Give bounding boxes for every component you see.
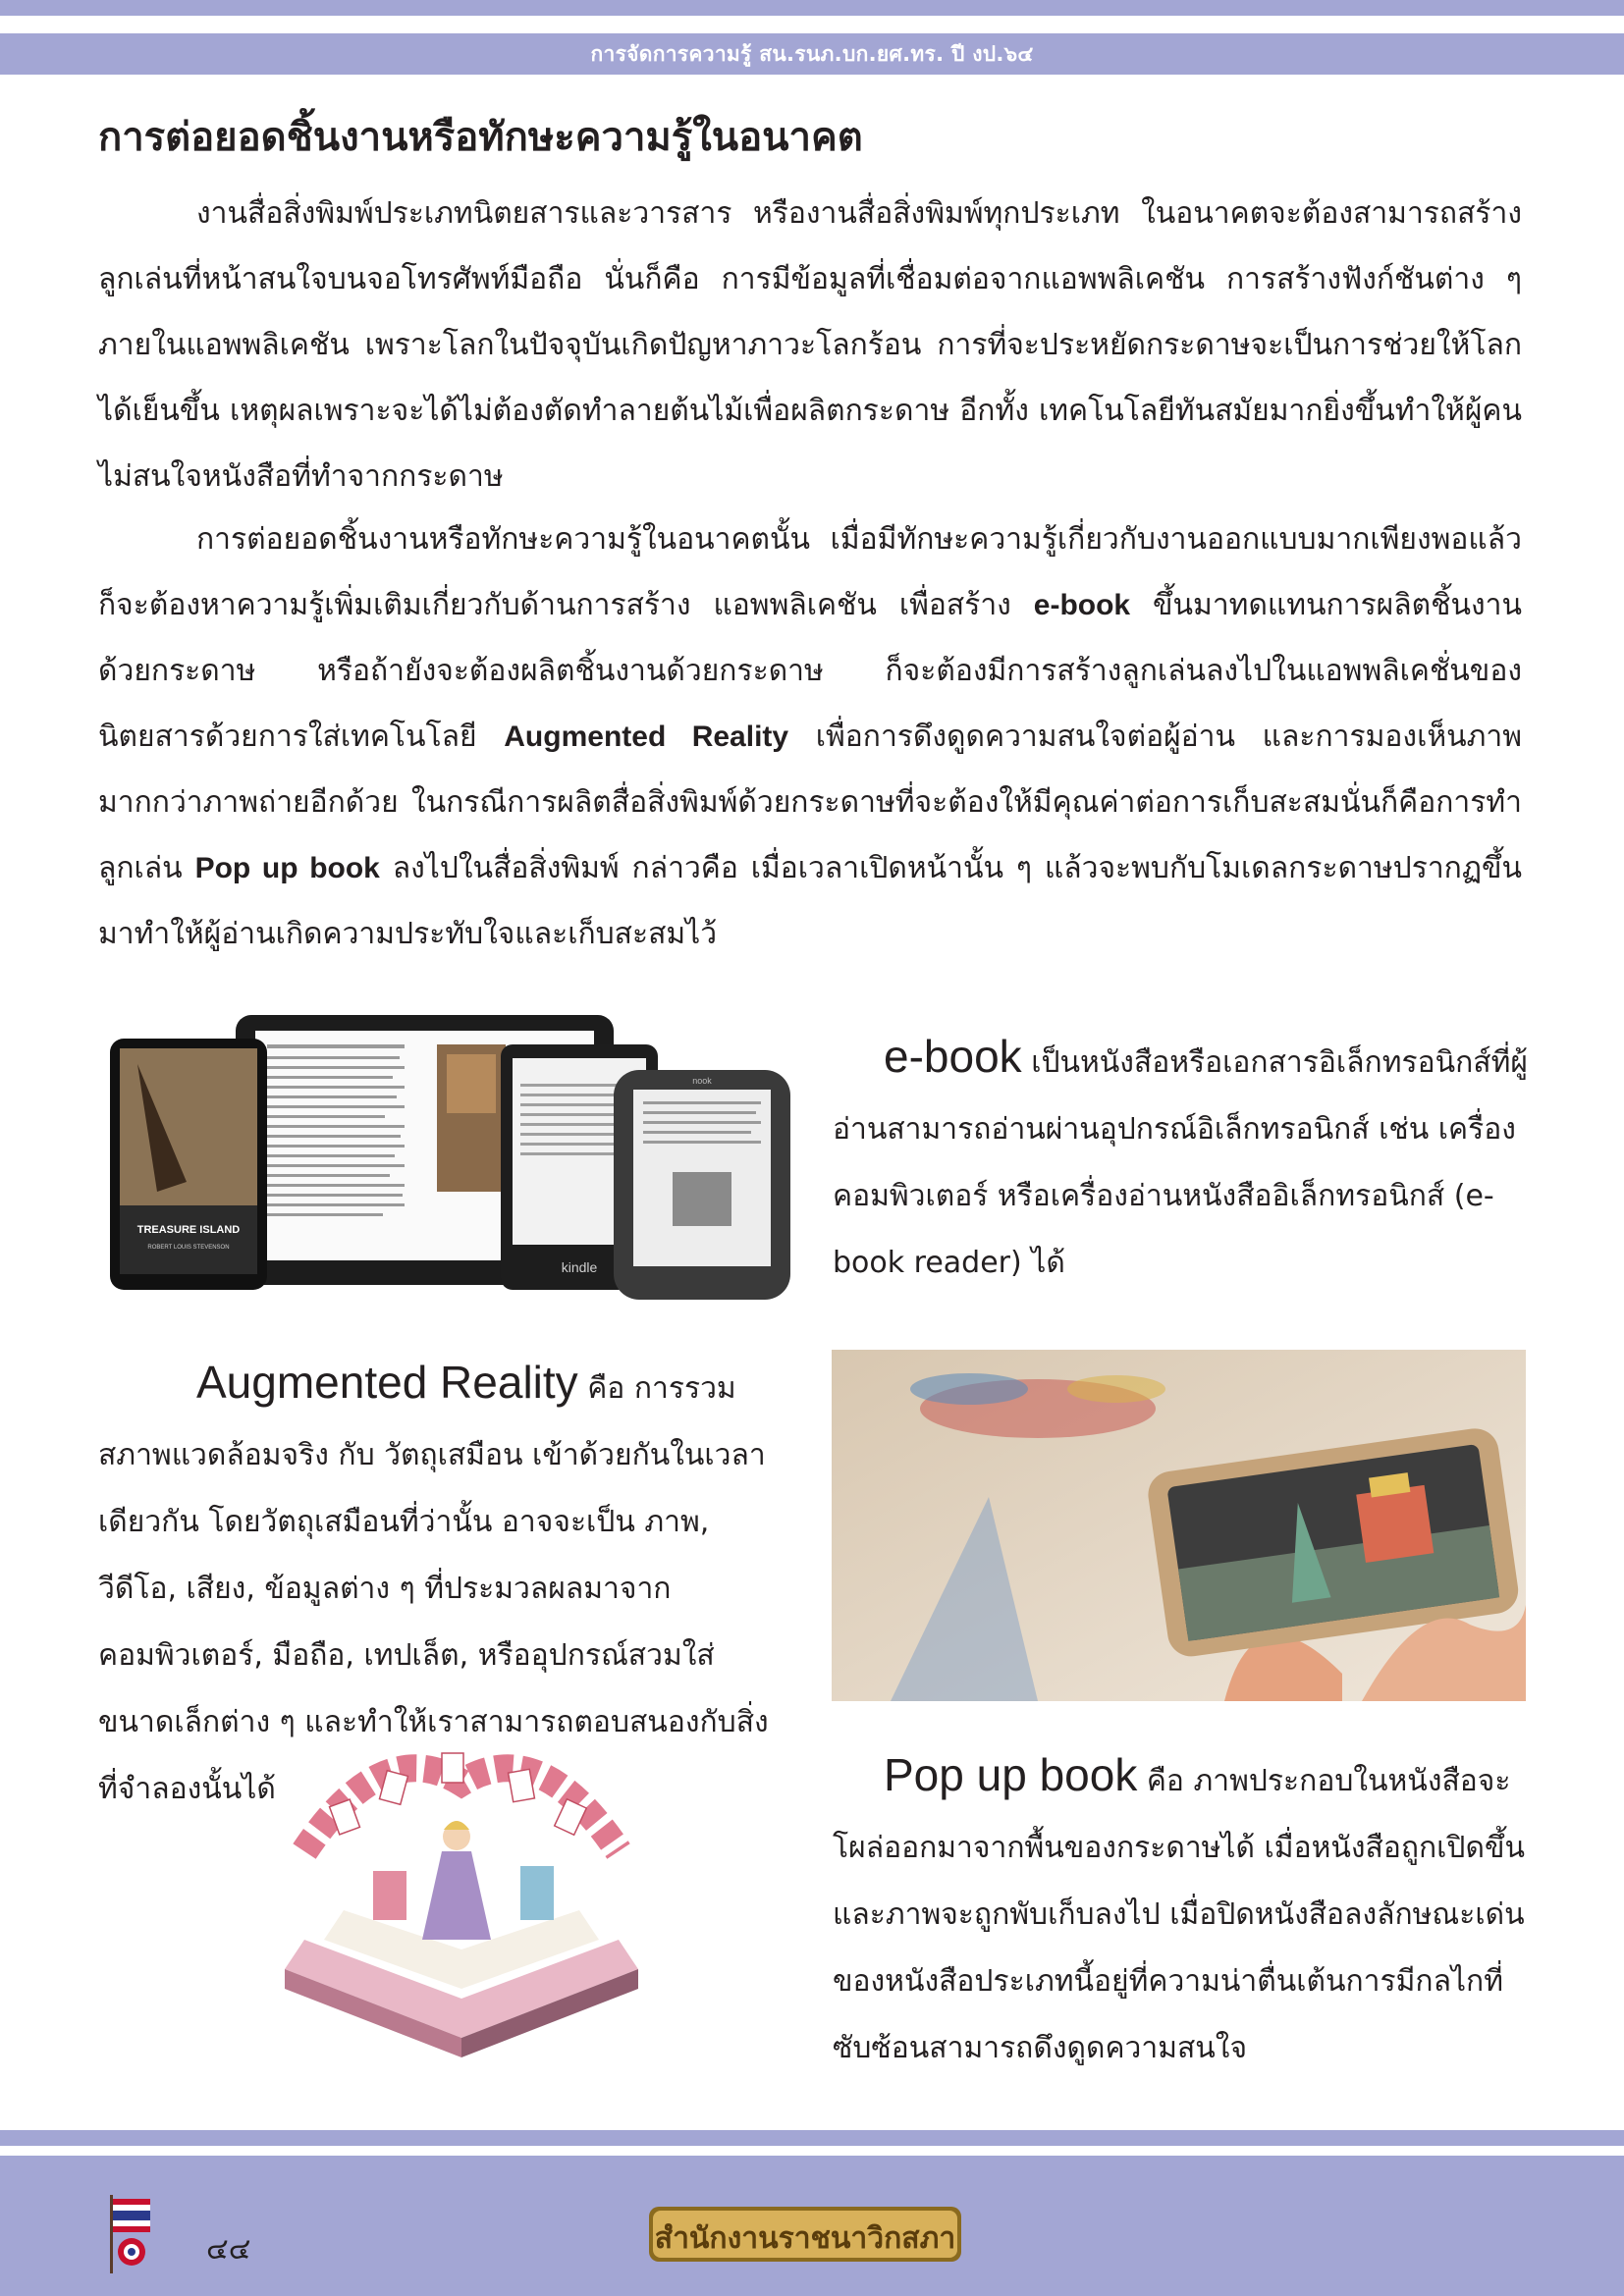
popup-book-image: [265, 1743, 658, 2057]
augmented-reality-photo: [832, 1350, 1526, 1701]
paragraph-2-part-c: เพื่อการดึงดูดความสนใจต่อผู้อ่าน และการมองเห็นภาพมากกว่าภาพถ่ายอีกด้วย ในกรณีการผลิตสื่อสิ่งพิมพ์ด้วยกระดาษที่จะต้องให้มีคุณค่าต่อการเก็บสะสมนั่นก็คือการทำลูกเล่น: [98, 720, 1523, 885]
popup-text: คือ ภาพประกอบในหนังสือจะโผล่ออกมาจากพื้นของกระดาษได้ เมื่อหนังสือถูกเปิดขึ้นและภาพจะถูกพับเก็บลงไป เมื่อปิดหนังสือลงลักษณะเด่นของหนังสือประเภทนี้อยู่ที่ความน่าตื่นเต้นการมีกลไกที่ซับซ้อนสามารถดึงดูดความสนใจ: [833, 1764, 1525, 2065]
header-band: [0, 33, 1624, 75]
office-logo: [643, 2185, 967, 2275]
cover-title: TREASURE ISLAND: [136, 1224, 241, 1236]
ebook-inline-term: e-book: [1033, 589, 1131, 621]
ar-phone-illustration: [832, 1350, 1526, 1701]
paragraph-2-part-a: การต่อยอดชิ้นงานหรือทักษะความรู้ในอนาคตนั้น เมื่อมีทักษะความรู้เกี่ยวกับงานออกแบบมากเพียงพอแล้วก็จะต้องหาความรู้เพิ่มเติมเกี่ยวกับด้านการสร้าง แอพพลิเคชัน เพื่อสร้าง: [98, 522, 1522, 622]
paragraph-2: [98, 507, 1522, 967]
flag-emblem-icon: [102, 2191, 161, 2279]
ar-inline-term: Augmented Reality: [504, 721, 789, 753]
article-title: การต่อยอดชิ้นงานหรือทักษะความรู้ในอนาคต: [98, 115, 863, 160]
ebook-devices-image: [98, 986, 815, 1309]
header-text: การจัดการความรู้ สน.รนภ.บก.ยศ.ทร. ปี งป.๖๔: [590, 41, 1034, 66]
nook-label: nook: [692, 1076, 712, 1086]
navy-flag-logo-icon: [102, 2191, 161, 2279]
kindle-label: kindle: [561, 1259, 598, 1275]
cover-author: ROBERT LOUIS STEVENSON: [147, 1245, 230, 1251]
popup-term: Pop up book: [884, 1749, 1138, 1800]
page-number: ๔๔: [206, 2232, 251, 2267]
popup-description: [833, 1741, 1530, 2082]
paragraph-2-part-d: ลงไปในสื่อสิ่งพิมพ์ กล่าวคือ เมื่อเวลาเปิดหน้านั้น ๆ แล้วจะพบกับโมเดลกระดาษปรากฏขึ้นมาทำให้ผู้อ่านเกิดความประทับใจและเก็บสะสมไว้: [98, 851, 1522, 951]
paragraph-1-text: งานสื่อสิ่งพิมพ์ประเภทนิตยสารและวารสาร หรืองานสื่อสิ่งพิมพ์ทุกประเภท ในอนาคตจะต้องสามารถสร้างลูกเล่นที่หน้าสนใจบนจอโทรศัพท์มือถือ นั่นก็คือ การมีข้อมูลที่เชื่อมต่อจากแอพพลิเคชัน การสร้างฟังก์ชันต่าง ๆ ภายในแอพพลิเคชัน เพราะโลกในปัจจุบันเกิดปัญหาภาวะโลกร้อน การที่จะประหยัดกระดาษจะเป็นการช่วยให้โลกได้เย็นขึ้น เหตุผลเพราะจะได้ไม่ต้องตัดทำลายต้นไม้เพื่อผลิตกระดาษ อีกทั้ง เทคโนโลยีทันสมัยมากยิ่งขึ้นทำให้ผู้คนไม่สนใจหนังสือที่ทำจากกระดาษ: [98, 196, 1522, 494]
popup-inline-term: Pop up book: [194, 852, 380, 884]
ebook-description: [833, 1023, 1530, 1297]
paragraph-1: [98, 181, 1522, 509]
paragraph-2-part-b: ขึ้นมาทดแทนการผลิตชิ้นงานด้วยกระดาษ หรือถ้ายังจะต้องผลิตชิ้นงานด้วยกระดาษ ก็จะต้องมีการสร้างลูกเล่นลงไปในแอพพลิเคชั่นของนิตยสารด้วยการใส่เทคโนโลยี: [98, 588, 1522, 754]
ebook-term: e-book: [884, 1031, 1022, 1082]
ar-text: คือ การรวมสภาพแวดล้อมจริง กับ วัตถุเสมือน เข้าด้วยกันในเวลาเดียวกัน โดยวัตถุเสมือนที่ว่านั้น อาจจะเป็น ภาพ, วีดีโอ, เสียง, ข้อมูลต่าง ๆ ที่ประมวลผลมาจากคอมพิวเตอร์, มือถือ, เทปเล็ต, หรืออุปกรณ์สวมใส่ขนาดเล็กต่าง ๆ และทำให้เราสามารถตอบสนองกับสิ่งที่จำลองนั้นได้: [98, 1371, 769, 1806]
office-logo-emblem: [643, 2185, 967, 2275]
top-decorative-strip: [0, 0, 1624, 16]
ebook-text: เป็นหนังสือหรือเอกสารอิเล็กทรอนิกส์ที่ผู้อ่านสามารถอ่านผ่านอุปกรณ์อิเล็กทรอนิกส์ เช่น เครื่องคอมพิวเตอร์ หรือเครื่องอ่านหนังสืออิเล็กทรอนิกส์ (e-book reader) ได้: [833, 1045, 1528, 1280]
office-logo-text: สำนักงานราชนาวิกสภา: [654, 2221, 956, 2256]
ar-term: Augmented Reality: [196, 1357, 578, 1408]
bottom-decorative-line: [0, 2130, 1624, 2146]
ebook-devices-illustration: [98, 986, 815, 1309]
popup-book-illustration: [265, 1743, 658, 2057]
